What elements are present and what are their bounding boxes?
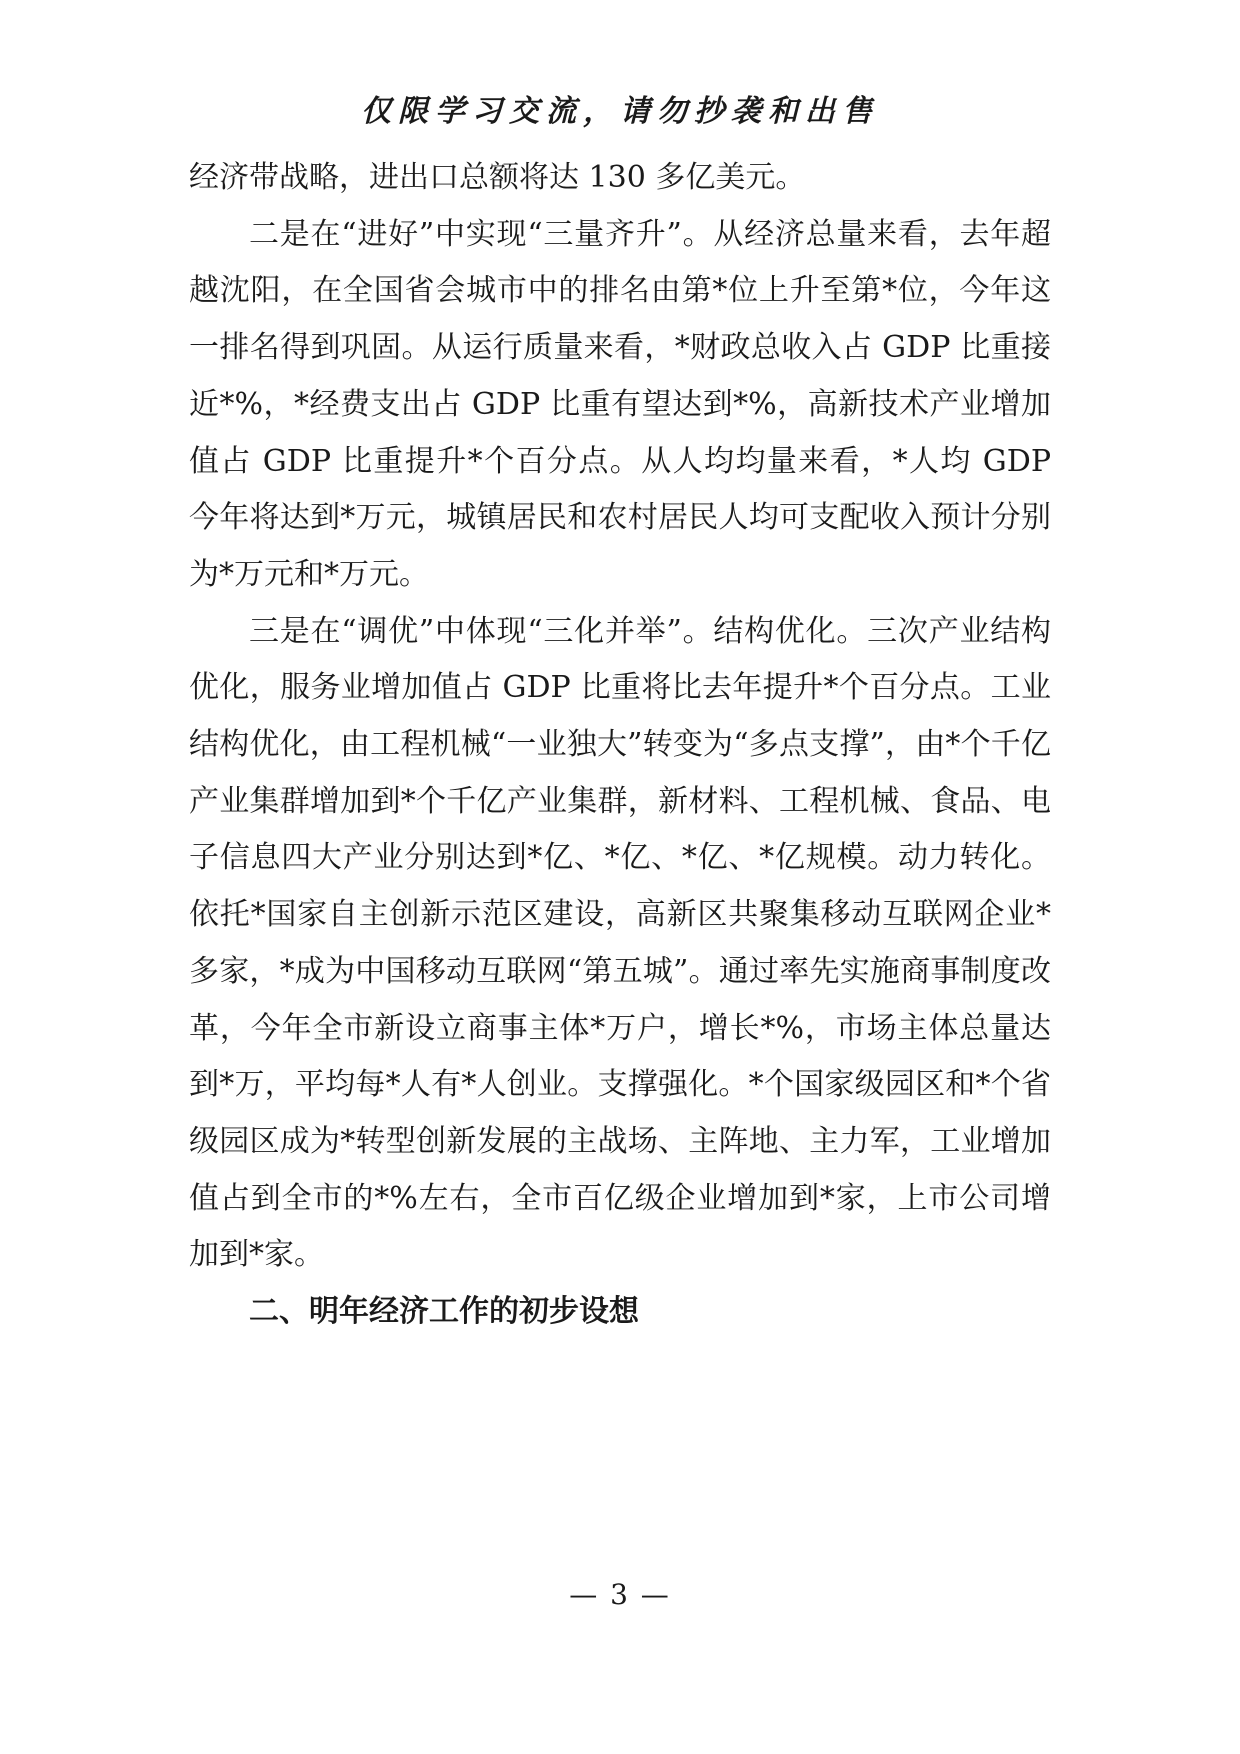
paragraph-3: 三是在“调优”中体现“三化并举”。结构优化。三次产业结构优化，服务业增加值占 GDP 比重将比去年提升*个百分点。工业结构优化，由工程机械“一业独大”转变为“多点支撑”，由*个千亿产业集群增加到*个千亿产业集群，新材料、工程机械、食品、电子信息四大产业分别达到*亿、*亿、*亿、*亿规模。动力转化。依托*国家自主创新示范区建设，高新区共聚集移动互联网企业*多家，*成为中国移动互联网“第五城”。通过率先实施商事制度改革，今年全市新设立商事主体*万户，增长*%，市场主体总量达到*万，平均每*人有*人创业。支撑强化。*个国家级园区和*个省级园区成为*转型创新发展的主战场、主阵地、主力军，工业增加值占到全市的*%左右，全市百亿级企业增加到*家，上市公司增加到*家。: [189, 613, 1051, 1273]
page-header: 仅限学习交流，请勿抄袭和出售: [361, 94, 879, 129]
page-number: — 3 —: [569, 1578, 671, 1611]
body-text: [189, 150, 1051, 1341]
paragraph-1: 经济带战略，进出口总额将达 130 多亿美元。: [189, 160, 806, 195]
section-heading: 二、明年经济工作的初步设想: [249, 1294, 639, 1330]
paragraph-2: 二是在“进好”中实现“三量齐升”。从经济总量来看，去年超越沈阳，在全国省会城市中的排名由第*位上升至第*位，今年这一排名得到巩固。从运行质量来看，*财政总收入占 GDP 比重接近*%，*经费支出占 GDP 比重有望达到*%，高新技术产业增加值占 GDP 比重提升*个百分点。从人均均量来看，*人均 GDP 今年将达到*万元，城镇居民和农村居民人均可支配收入预计分别为*万元和*万元。: [189, 216, 1051, 592]
